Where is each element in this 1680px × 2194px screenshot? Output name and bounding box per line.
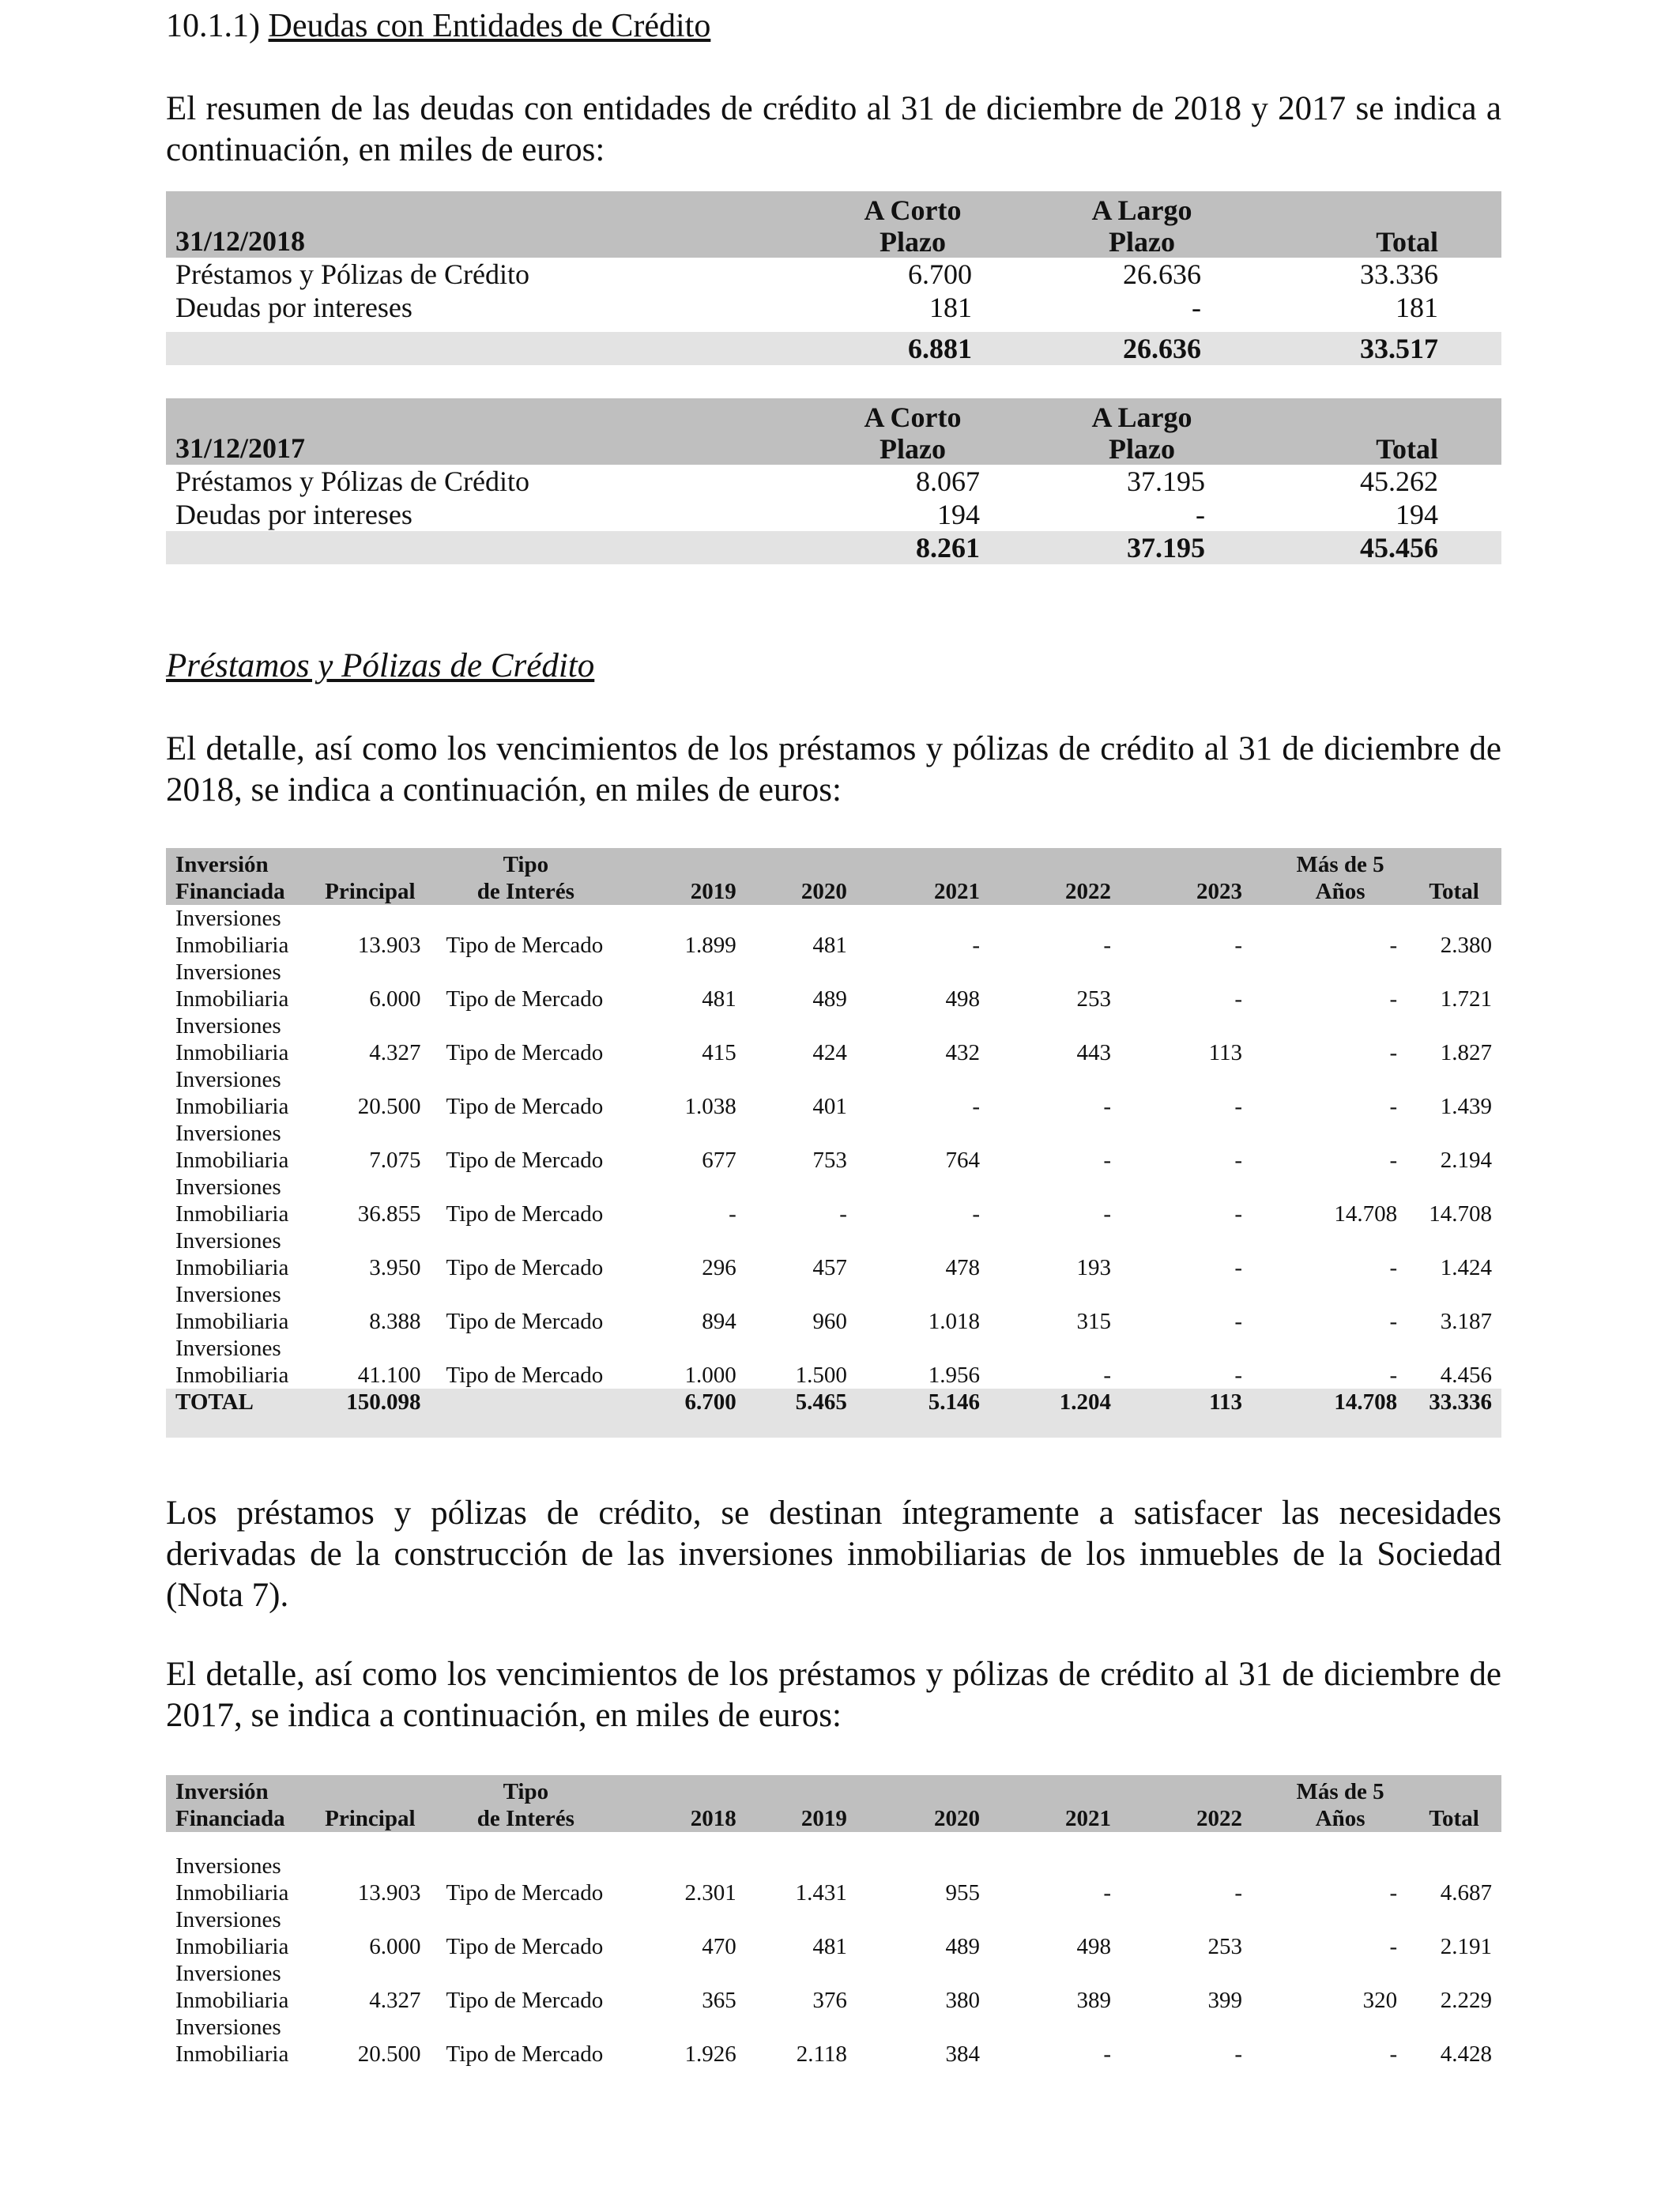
cell-total: 181 — [1396, 292, 1438, 323]
col-year-2: 2019 — [746, 1775, 879, 1832]
total-year-1: 6.700 — [621, 1389, 746, 1416]
col-header-corto — [798, 398, 1027, 465]
cell-inversion-line2: Inmobiliaria — [175, 2041, 289, 2067]
cell-year-3: 432 — [945, 1040, 981, 1065]
total-year-5: 113 — [1143, 1389, 1274, 1416]
cell-corto: 181 — [929, 292, 972, 323]
col-year-2: 2020 — [746, 848, 879, 905]
cell-largo: - — [1192, 292, 1201, 323]
cell-tipo: Tipo de Mercado — [446, 1309, 604, 1334]
cell-principal: 20.500 — [357, 1094, 421, 1119]
cell-principal: 6.000 — [369, 986, 421, 1012]
col-corto-line1: A Corto — [864, 401, 962, 433]
total-largo: 37.195 — [1027, 531, 1256, 564]
cell-inversion-line2: Inmobiliaria — [175, 1363, 289, 1388]
cell-inversion-line2: Inmobiliaria — [175, 1988, 289, 2013]
table-row — [166, 1879, 1501, 1906]
col-corto-line1: A Corto — [864, 194, 962, 226]
col-tipo-line1: Tipo — [503, 1779, 549, 1804]
summary-date: 31/12/2018 — [166, 191, 798, 258]
cell-year-5: - — [1234, 1309, 1243, 1334]
cell-tipo: Tipo de Mercado — [446, 2041, 604, 2067]
row-label: Deudas por intereses — [175, 499, 412, 530]
table-row — [166, 258, 1501, 291]
col-inversion-line2: Financiada — [175, 1806, 285, 1831]
cell-tipo: Tipo de Mercado — [446, 933, 604, 958]
intro-paragraph: El resumen de las deudas con entidades de crédito al 31 de diciembre de 2018 y 2017 se indica a continuación, en miles de euros: — [166, 90, 1501, 168]
cell-principal: 20.500 — [357, 2041, 421, 2067]
table-row — [166, 1254, 1501, 1281]
col-tipo-line2: de Interés — [477, 879, 574, 904]
cell-inversion-line2: Inmobiliaria — [175, 1201, 289, 1227]
cell-year-5: - — [1234, 1201, 1243, 1227]
cell-inversion-line1: Inversiones — [175, 1121, 281, 1146]
cell-mas-5: - — [1389, 1094, 1398, 1119]
cell-principal: 36.855 — [357, 1201, 421, 1227]
col-largo-line2: Plazo — [1109, 433, 1175, 465]
col-year-4: 2022 — [1011, 848, 1143, 905]
cell-principal: 4.327 — [369, 1988, 421, 2013]
col-mas-line1: Más de 5 — [1296, 1779, 1384, 1804]
table-row — [166, 932, 1501, 959]
cell-inversion-line2: Inmobiliaria — [175, 1255, 289, 1280]
cell-year-4: 193 — [1076, 1255, 1112, 1280]
cell-year-5: 399 — [1207, 1988, 1243, 2013]
col-inversion-line2: Financiada — [175, 879, 285, 904]
col-mas-5 — [1274, 848, 1407, 905]
col-principal: Principal — [315, 1775, 430, 1832]
cell-year-3: 1.956 — [928, 1363, 981, 1388]
cell-year-3: 764 — [945, 1148, 981, 1173]
col-largo-line1: A Largo — [1091, 194, 1192, 226]
cell-principal: 41.100 — [357, 1363, 421, 1388]
cell-inversion-line1: Inversiones — [175, 1282, 281, 1307]
cell-inversion-line1: Inversiones — [175, 1907, 281, 1932]
table-row — [166, 1093, 1501, 1120]
summary-table-2017 — [166, 398, 1501, 564]
cell-total: 4.428 — [1440, 2041, 1492, 2067]
cell-total: 2.380 — [1440, 933, 1492, 958]
cell-largo: 26.636 — [1123, 258, 1201, 290]
cell-year-2: - — [839, 1201, 847, 1227]
col-year-5: 2022 — [1143, 1775, 1274, 1832]
total-total: 45.456 — [1256, 531, 1501, 564]
table-row-line1 — [166, 959, 1501, 986]
total-year-4: 1.204 — [1011, 1389, 1143, 1416]
summary-total-row — [166, 531, 1501, 564]
cell-inversion-line1: Inversiones — [175, 1961, 281, 1986]
col-largo-line2: Plazo — [1109, 226, 1175, 258]
detail-total-row — [166, 1389, 1501, 1416]
table-row-line1 — [166, 2014, 1501, 2041]
table-row-line1 — [166, 1335, 1501, 1362]
cell-year-3: 478 — [945, 1255, 981, 1280]
cell-year-4: - — [1103, 1201, 1112, 1227]
cell-year-4: - — [1103, 2041, 1112, 2067]
col-mas-5 — [1274, 1775, 1407, 1832]
cell-mas-5: 14.708 — [1334, 1201, 1398, 1227]
cell-year-3: 384 — [945, 2041, 981, 2067]
detail-header-row — [166, 848, 1501, 905]
cell-total: 33.336 — [1360, 258, 1438, 290]
col-year-3: 2021 — [879, 848, 1011, 905]
cell-year-4: - — [1103, 1094, 1112, 1119]
cell-corto: 194 — [937, 499, 980, 530]
row-label: Préstamos y Pólizas de Crédito — [175, 466, 529, 497]
col-year-5: 2023 — [1143, 848, 1274, 905]
cell-year-5: - — [1234, 1880, 1243, 1906]
cell-year-5: - — [1234, 1363, 1243, 1388]
table-row-line1 — [166, 1960, 1501, 1987]
cell-total: 4.456 — [1440, 1363, 1492, 1388]
table-row-line1 — [166, 1066, 1501, 1093]
cell-total: 1.827 — [1440, 1040, 1492, 1065]
table-row — [166, 1201, 1501, 1227]
col-mas-line2: Años — [1315, 879, 1365, 904]
cell-year-5: - — [1234, 1255, 1243, 1280]
cell-principal: 8.388 — [369, 1309, 421, 1334]
cell-principal: 13.903 — [357, 1880, 421, 1906]
cell-year-4: 389 — [1076, 1988, 1112, 2013]
cell-corto: 8.067 — [916, 466, 980, 497]
col-inversion-line1: Inversión — [175, 852, 269, 877]
cell-mas-5: - — [1389, 1880, 1398, 1906]
cell-inversion-line2: Inmobiliaria — [175, 986, 289, 1012]
cell-total: 2.191 — [1440, 1934, 1492, 1959]
cell-principal: 13.903 — [357, 933, 421, 958]
cell-year-5: 113 — [1208, 1040, 1243, 1065]
cell-total: 2.194 — [1440, 1148, 1492, 1173]
total-year-2: 5.465 — [746, 1389, 879, 1416]
row-label: Deudas por intereses — [175, 292, 412, 323]
cell-inversion-line1: Inversiones — [175, 959, 281, 985]
table-row — [166, 465, 1501, 498]
total-year-3: 5.146 — [879, 1389, 1011, 1416]
cell-year-4: 498 — [1076, 1934, 1112, 1959]
detail-header-row — [166, 1775, 1501, 1832]
cell-year-5: - — [1234, 1094, 1243, 1119]
cell-inversion-line2: Inmobiliaria — [175, 1309, 289, 1334]
total-label: TOTAL — [166, 1389, 315, 1416]
col-total: Total — [1407, 848, 1501, 905]
col-total: Total — [1407, 1775, 1501, 1832]
cell-tipo: Tipo de Mercado — [446, 1255, 604, 1280]
cell-year-4: - — [1103, 1148, 1112, 1173]
cell-year-4: 253 — [1076, 986, 1112, 1012]
col-corto-line2: Plazo — [880, 433, 946, 465]
table-row-line1 — [166, 1120, 1501, 1147]
cell-year-3: - — [972, 1201, 981, 1227]
cell-mas-5: - — [1389, 1040, 1398, 1065]
cell-year-2: 481 — [812, 933, 847, 958]
table-row-line1 — [166, 1012, 1501, 1039]
cell-largo: - — [1196, 499, 1205, 530]
section-title: Deudas con Entidades de Crédito — [268, 8, 711, 44]
cell-year-4: - — [1103, 1363, 1112, 1388]
cell-year-3: 955 — [945, 1880, 981, 1906]
cell-year-2: 424 — [812, 1040, 847, 1065]
col-inversion-line1: Inversión — [175, 1779, 269, 1804]
cell-year-2: 457 — [812, 1255, 847, 1280]
cell-total: 194 — [1396, 499, 1438, 530]
col-year-1: 2018 — [621, 1775, 746, 1832]
cell-year-5: - — [1234, 933, 1243, 958]
cell-year-3: 498 — [945, 986, 981, 1012]
total-mas-5: 14.708 — [1274, 1389, 1407, 1416]
cell-total: 14.708 — [1429, 1201, 1492, 1227]
table-row — [166, 1308, 1501, 1335]
cell-year-1: 2.301 — [684, 1880, 736, 1906]
cell-mas-5: - — [1389, 1255, 1398, 1280]
cell-year-1: 1.899 — [684, 933, 736, 958]
cell-tipo: Tipo de Mercado — [446, 1934, 604, 1959]
total-total: 33.336 — [1407, 1389, 1501, 1416]
cell-year-1: 470 — [702, 1934, 736, 1959]
cell-year-2: 960 — [812, 1309, 847, 1334]
cell-mas-5: - — [1389, 2041, 1398, 2067]
cell-year-1: 1.038 — [684, 1094, 736, 1119]
cell-year-2: 481 — [812, 1934, 847, 1959]
col-inversion — [166, 1775, 315, 1832]
table-row — [166, 2041, 1501, 2068]
cell-tipo: Tipo de Mercado — [446, 1094, 604, 1119]
total-principal: 150.098 — [315, 1389, 430, 1416]
cell-principal: 4.327 — [369, 1040, 421, 1065]
cell-year-5: - — [1234, 2041, 1243, 2067]
cell-inversion-line1: Inversiones — [175, 2015, 281, 2040]
total-corto: 8.261 — [798, 531, 1027, 564]
cell-principal: 6.000 — [369, 1934, 421, 1959]
cell-inversion-line1: Inversiones — [175, 1067, 281, 1092]
cell-mas-5: - — [1389, 933, 1398, 958]
section-heading — [166, 6, 710, 46]
col-year-1: 2019 — [621, 848, 746, 905]
cell-year-1: 481 — [702, 986, 736, 1012]
cell-mas-5: - — [1389, 1148, 1398, 1173]
col-header-total: Total — [1256, 398, 1501, 465]
table-row-line1 — [166, 1853, 1501, 1879]
col-year-4: 2021 — [1011, 1775, 1143, 1832]
cell-principal: 3.950 — [369, 1255, 421, 1280]
cell-year-4: 315 — [1076, 1309, 1112, 1334]
total-corto: 6.881 — [798, 332, 1027, 365]
table-row — [166, 1039, 1501, 1066]
cell-year-1: 677 — [702, 1148, 736, 1173]
cell-inversion-line1: Inversiones — [175, 1853, 281, 1879]
cell-year-3: 489 — [945, 1934, 981, 1959]
detail-intro-2018: El detalle, así como los vencimientos de los préstamos y pólizas de crédito al 31 de diciembre de 2018, se indica a continuación, en miles de euros: — [166, 730, 1501, 809]
cell-year-2: 753 — [812, 1148, 847, 1173]
table-row-line1 — [166, 905, 1501, 932]
cell-tipo: Tipo de Mercado — [446, 1040, 604, 1065]
cell-total: 45.262 — [1360, 466, 1438, 497]
cell-year-3: 1.018 — [928, 1309, 981, 1334]
cell-inversion-line2: Inmobiliaria — [175, 1094, 289, 1119]
destino-paragraph: Los préstamos y pólizas de crédito, se destinan íntegramente a satisfacer las necesidades derivadas de la construcción de las inversiones inmobiliarias de los inmuebles de la Sociedad (Nota 7). — [166, 1495, 1501, 1614]
cell-largo: 37.195 — [1127, 466, 1205, 497]
table-row-line1 — [166, 1227, 1501, 1254]
detail-table-2018 — [166, 848, 1501, 1438]
cell-year-1: 894 — [702, 1309, 736, 1334]
col-header-largo — [1027, 191, 1256, 258]
col-year-3: 2020 — [879, 1775, 1011, 1832]
col-tipo — [431, 848, 622, 905]
cell-tipo: Tipo de Mercado — [446, 1201, 604, 1227]
col-header-total: Total — [1256, 191, 1501, 258]
summary-header-row — [166, 398, 1501, 465]
cell-year-5: 253 — [1207, 1934, 1243, 1959]
col-principal: Principal — [315, 848, 430, 905]
cell-inversion-line2: Inmobiliaria — [175, 1040, 289, 1065]
cell-inversion-line1: Inversiones — [175, 1174, 281, 1200]
cell-total: 1.439 — [1440, 1094, 1492, 1119]
col-header-largo — [1027, 398, 1256, 465]
table-row-line1 — [166, 1281, 1501, 1308]
cell-year-3: 380 — [945, 1988, 981, 2013]
cell-total: 2.229 — [1440, 1988, 1492, 2013]
cell-principal: 7.075 — [369, 1148, 421, 1173]
table-row-line1 — [166, 1906, 1501, 1933]
cell-mas-5: 320 — [1362, 1988, 1398, 2013]
cell-year-5: - — [1234, 986, 1243, 1012]
table-row — [166, 1987, 1501, 2014]
cell-year-2: 401 — [812, 1094, 847, 1119]
table-row — [166, 1362, 1501, 1389]
table-row — [166, 1147, 1501, 1174]
cell-year-5: - — [1234, 1148, 1243, 1173]
col-corto-line2: Plazo — [880, 226, 946, 258]
cell-tipo: Tipo de Mercado — [446, 1148, 604, 1173]
cell-inversion-line2: Inmobiliaria — [175, 933, 289, 958]
col-header-corto — [798, 191, 1027, 258]
cell-inversion-line1: Inversiones — [175, 1336, 281, 1361]
cell-total: 1.424 — [1440, 1255, 1492, 1280]
cell-tipo: Tipo de Mercado — [446, 1363, 604, 1388]
cell-year-3: - — [972, 1094, 981, 1119]
col-mas-line2: Años — [1315, 1806, 1365, 1831]
col-largo-line1: A Largo — [1091, 401, 1192, 433]
cell-mas-5: - — [1389, 1934, 1398, 1959]
detail-intro-2017: El detalle, así como los vencimientos de los préstamos y pólizas de crédito al 31 de diciembre de 2017, se indica a continuación, en miles de euros: — [166, 1656, 1501, 1734]
cell-total: 4.687 — [1440, 1880, 1492, 1906]
summary-date: 31/12/2017 — [166, 398, 798, 465]
cell-year-2: 2.118 — [796, 2041, 847, 2067]
cell-year-1: - — [729, 1201, 736, 1227]
col-tipo-line2: de Interés — [477, 1806, 574, 1831]
cell-inversion-line1: Inversiones — [175, 906, 281, 931]
cell-year-4: - — [1103, 1880, 1112, 1906]
cell-inversion-line2: Inmobiliaria — [175, 1148, 289, 1173]
cell-inversion-line1: Inversiones — [175, 1013, 281, 1039]
col-inversion — [166, 848, 315, 905]
cell-tipo: Tipo de Mercado — [446, 1880, 604, 1906]
cell-inversion-line2: Inmobiliaria — [175, 1880, 289, 1906]
summary-table-2018 — [166, 191, 1501, 365]
cell-year-4: 443 — [1076, 1040, 1112, 1065]
total-total: 33.517 — [1256, 332, 1501, 365]
col-tipo-line1: Tipo — [503, 852, 549, 877]
cell-year-1: 365 — [702, 1988, 736, 2013]
summary-total-row — [166, 332, 1501, 365]
table-row — [166, 986, 1501, 1012]
cell-year-1: 415 — [702, 1040, 736, 1065]
cell-year-1: 1.926 — [684, 2041, 736, 2067]
cell-year-2: 1.500 — [795, 1363, 847, 1388]
cell-inversion-line1: Inversiones — [175, 1228, 281, 1253]
cell-year-4: - — [1103, 933, 1112, 958]
col-mas-line1: Más de 5 — [1296, 852, 1384, 877]
subsection-title: Préstamos y Pólizas de Crédito — [166, 647, 595, 684]
cell-mas-5: - — [1389, 986, 1398, 1012]
cell-year-2: 1.431 — [795, 1880, 847, 1906]
section-number: 10.1.1) — [166, 8, 260, 44]
cell-year-1: 1.000 — [684, 1363, 736, 1388]
cell-corto: 6.700 — [908, 258, 972, 290]
total-largo: 26.636 — [1027, 332, 1256, 365]
table-row — [166, 291, 1501, 324]
cell-mas-5: - — [1389, 1309, 1398, 1334]
cell-tipo: Tipo de Mercado — [446, 1988, 604, 2013]
cell-year-2: 376 — [812, 1988, 847, 2013]
table-row — [166, 498, 1501, 531]
row-label: Préstamos y Pólizas de Crédito — [175, 258, 529, 290]
table-row — [166, 1933, 1501, 1960]
detail-table-2017 — [166, 1775, 1501, 2068]
cell-total: 1.721 — [1440, 986, 1492, 1012]
cell-total: 3.187 — [1440, 1309, 1492, 1334]
col-tipo — [431, 1775, 622, 1832]
cell-year-3: - — [972, 933, 981, 958]
table-row-line1 — [166, 1174, 1501, 1201]
cell-tipo: Tipo de Mercado — [446, 986, 604, 1012]
cell-mas-5: - — [1389, 1363, 1398, 1388]
summary-header-row — [166, 191, 1501, 258]
cell-inversion-line2: Inmobiliaria — [175, 1934, 289, 1959]
cell-year-1: 296 — [702, 1255, 736, 1280]
cell-year-2: 489 — [812, 986, 847, 1012]
